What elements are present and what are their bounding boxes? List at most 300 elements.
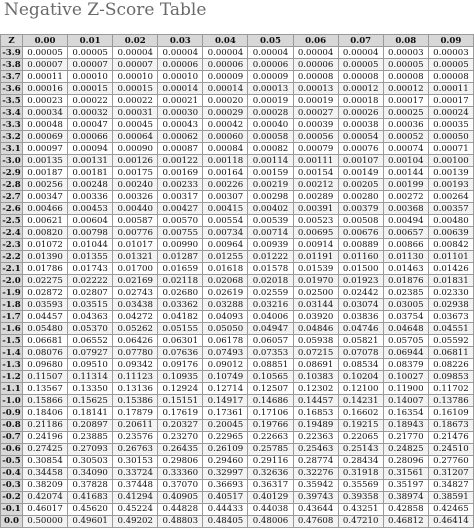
table-cell: 0.09342 xyxy=(113,359,158,371)
table-cell: 0.00015 xyxy=(113,83,158,95)
table-cell: 0.02442 xyxy=(338,287,383,299)
table-cell: 0.01743 xyxy=(68,263,113,275)
table-cell: 0.01390 xyxy=(23,251,68,263)
table-cell: 0.01786 xyxy=(23,263,68,275)
table-cell: 0.01700 xyxy=(113,263,158,275)
table-cell: 0.00017 xyxy=(428,95,473,107)
column-header: 0.08 xyxy=(383,35,428,47)
table-cell: 0.00005 xyxy=(383,59,428,71)
table-cell: 0.22965 xyxy=(203,431,248,443)
table-cell: 0.00336 xyxy=(68,191,113,203)
table-cell: 0.06178 xyxy=(203,335,248,347)
table-cell: 0.00256 xyxy=(23,179,68,191)
row-z-label: -0.5 xyxy=(2,456,21,467)
table-cell: 0.04551 xyxy=(428,323,473,335)
table-cell: 0.03836 xyxy=(338,311,383,323)
row-z-label: -1.9 xyxy=(2,287,21,298)
table-cell: 0.00100 xyxy=(428,155,473,167)
table-cell: 0.00010 xyxy=(158,71,203,83)
table-cell: 0.00272 xyxy=(383,191,428,203)
table-cell: 0.00090 xyxy=(113,143,158,155)
table-cell: 0.28774 xyxy=(293,455,338,467)
row-z-label: -2.5 xyxy=(2,215,21,226)
table-row xyxy=(1,275,474,287)
table-cell: 0.26763 xyxy=(113,443,158,455)
table-cell: 0.00964 xyxy=(203,239,248,251)
table-cell: 0.00050 xyxy=(428,131,473,143)
table-cell: 0.00048 xyxy=(23,119,68,131)
table-cell: 0.09853 xyxy=(428,371,473,383)
table-cell: 0.42465 xyxy=(428,503,473,515)
table-cell: 0.00415 xyxy=(203,203,248,215)
table-cell: 0.40129 xyxy=(248,491,293,503)
table-row xyxy=(1,383,474,395)
table-cell: 0.00052 xyxy=(383,131,428,143)
table-row xyxy=(1,311,474,323)
table-cell: 0.00347 xyxy=(23,191,68,203)
row-z-label: -1.6 xyxy=(2,323,21,334)
row-z-label: -3.8 xyxy=(2,59,21,70)
table-cell: 0.18141 xyxy=(68,407,113,419)
table-cell: 0.17106 xyxy=(248,407,293,419)
row-z-label: -1.1 xyxy=(2,383,21,394)
table-cell: 0.29116 xyxy=(248,455,293,467)
table-cell: 0.00006 xyxy=(248,59,293,71)
table-cell: 0.11507 xyxy=(23,371,68,383)
table-cell: 0.00159 xyxy=(248,167,293,179)
table-row xyxy=(1,395,474,407)
table-cell: 0.02680 xyxy=(158,287,203,299)
table-cell: 0.00007 xyxy=(113,59,158,71)
table-cell: 0.03216 xyxy=(248,299,293,311)
table-row xyxy=(1,263,474,275)
table-cell: 0.25463 xyxy=(293,443,338,455)
table-cell: 0.40517 xyxy=(203,491,248,503)
table-cell: 0.21186 xyxy=(23,419,68,431)
table-cell: 0.08851 xyxy=(248,359,293,371)
table-cell: 0.04457 xyxy=(23,311,68,323)
table-cell: 0.12714 xyxy=(203,383,248,395)
table-cell: 0.06426 xyxy=(113,335,158,347)
table-cell: 0.00240 xyxy=(113,179,158,191)
table-cell: 0.00079 xyxy=(293,143,338,155)
table-cell: 0.05705 xyxy=(383,335,428,347)
row-z-label: -2.9 xyxy=(2,167,21,178)
table-cell: 0.10204 xyxy=(338,371,383,383)
table-row xyxy=(1,335,474,347)
table-cell: 0.27093 xyxy=(68,443,113,455)
table-cell: 0.02169 xyxy=(113,275,158,287)
table-cell: 0.30153 xyxy=(113,455,158,467)
row-z-label: -0.3 xyxy=(2,480,21,491)
table-cell: 0.37070 xyxy=(158,479,203,491)
table-cell: 0.20611 xyxy=(113,419,158,431)
table-cell: 0.00011 xyxy=(23,71,68,83)
table-cell: 0.23576 xyxy=(113,431,158,443)
table-cell: 0.04272 xyxy=(113,311,158,323)
table-cell: 0.38209 xyxy=(23,479,68,491)
table-cell: 0.18673 xyxy=(428,419,473,431)
table-cell: 0.00005 xyxy=(428,59,473,71)
table-cell: 0.08691 xyxy=(293,359,338,371)
table-cell: 0.42074 xyxy=(23,491,68,503)
table-cell: 0.05592 xyxy=(428,335,473,347)
table-cell: 0.04093 xyxy=(203,311,248,323)
table-cell: 0.00990 xyxy=(158,239,203,251)
row-z-label: -3.0 xyxy=(2,155,21,166)
column-header: 0.05 xyxy=(248,35,293,47)
table-cell: 0.20327 xyxy=(158,419,203,431)
table-cell: 0.00219 xyxy=(248,179,293,191)
table-cell: 0.00676 xyxy=(338,227,383,239)
table-cell: 0.14007 xyxy=(383,395,428,407)
table-cell: 0.19766 xyxy=(248,419,293,431)
table-cell: 0.00074 xyxy=(383,143,428,155)
table-cell: 0.32636 xyxy=(248,467,293,479)
table-cell: 0.00004 xyxy=(338,47,383,59)
column-header: 0.03 xyxy=(158,35,203,47)
table-cell: 0.07493 xyxy=(203,347,248,359)
table-cell: 0.00028 xyxy=(248,107,293,119)
table-cell: 0.03288 xyxy=(203,299,248,311)
table-cell: 0.00015 xyxy=(68,83,113,95)
table-cell: 0.00554 xyxy=(203,215,248,227)
table-cell: 0.07353 xyxy=(248,347,293,359)
table-cell: 0.00043 xyxy=(158,119,203,131)
table-cell: 0.01321 xyxy=(113,251,158,263)
row-z-label: -1.8 xyxy=(2,299,21,310)
table-cell: 0.00006 xyxy=(158,59,203,71)
table-cell: 0.00009 xyxy=(203,71,248,83)
table-cell: 0.00011 xyxy=(428,83,473,95)
table-cell: 0.02275 xyxy=(23,275,68,287)
table-cell: 0.07927 xyxy=(68,347,113,359)
table-cell: 0.00104 xyxy=(383,155,428,167)
row-z-label: -1.2 xyxy=(2,371,21,382)
table-cell: 0.00427 xyxy=(158,203,203,215)
table-row xyxy=(1,107,474,119)
table-cell: 0.15625 xyxy=(68,395,113,407)
table-cell: 0.08534 xyxy=(338,359,383,371)
table-row xyxy=(1,131,474,143)
table-cell: 0.00014 xyxy=(158,83,203,95)
row-z-label: -0.4 xyxy=(2,468,21,479)
table-cell: 0.18943 xyxy=(383,419,428,431)
table-cell: 0.00149 xyxy=(338,167,383,179)
table-cell: 0.39358 xyxy=(338,491,383,503)
table-cell: 0.00060 xyxy=(203,131,248,143)
table-cell: 0.00084 xyxy=(203,143,248,155)
table-cell: 0.02559 xyxy=(248,287,293,299)
table-cell: 0.15386 xyxy=(113,395,158,407)
row-z-label: -2.2 xyxy=(2,251,21,262)
table-cell: 0.00006 xyxy=(203,59,248,71)
table-cell: 0.02619 xyxy=(203,287,248,299)
table-cell: 0.01831 xyxy=(428,275,473,287)
table-cell: 0.00466 xyxy=(23,203,68,215)
table-cell: 0.00181 xyxy=(68,167,113,179)
table-cell: 0.14686 xyxy=(248,395,293,407)
table-row xyxy=(1,347,474,359)
table-cell: 0.01539 xyxy=(293,263,338,275)
row-z-label: -1.0 xyxy=(2,395,21,406)
table-cell: 0.06944 xyxy=(383,347,428,359)
table-cell: 0.35569 xyxy=(338,479,383,491)
row-z-label: -2.6 xyxy=(2,203,21,214)
table-cell: 0.24510 xyxy=(428,443,473,455)
table-cell: 0.00021 xyxy=(158,95,203,107)
table-cell: 0.18406 xyxy=(23,407,68,419)
table-cell: 0.00036 xyxy=(383,119,428,131)
table-cell: 0.00027 xyxy=(293,107,338,119)
table-row xyxy=(1,491,474,503)
page-title: Negative Z-Score Table xyxy=(4,0,207,20)
table-cell: 0.00154 xyxy=(293,167,338,179)
table-cell: 0.00193 xyxy=(428,179,473,191)
table-cell: 0.00939 xyxy=(248,239,293,251)
column-header-z: Z xyxy=(1,35,23,47)
table-cell: 0.00087 xyxy=(158,143,203,155)
table-cell: 0.01876 xyxy=(383,275,428,287)
table-cell: 0.02018 xyxy=(248,275,293,287)
table-cell: 0.06057 xyxy=(248,335,293,347)
table-cell: 0.20897 xyxy=(68,419,113,431)
table-cell: 0.00368 xyxy=(383,203,428,215)
table-cell: 0.00054 xyxy=(338,131,383,143)
table-cell: 0.36317 xyxy=(248,479,293,491)
table-cell: 0.25143 xyxy=(338,443,383,455)
table-cell: 0.00233 xyxy=(158,179,203,191)
table-cell: 0.13136 xyxy=(113,383,158,395)
table-cell: 0.46812 xyxy=(383,515,428,527)
table-cell: 0.12100 xyxy=(338,383,383,395)
table-cell: 0.00019 xyxy=(248,95,293,107)
table-row xyxy=(1,467,474,479)
table-cell: 0.41294 xyxy=(113,491,158,503)
table-cell: 0.01044 xyxy=(68,239,113,251)
table-cell: 0.09680 xyxy=(23,359,68,371)
table-cell: 0.16109 xyxy=(428,407,473,419)
table-row xyxy=(1,143,474,155)
table-cell: 0.00866 xyxy=(383,239,428,251)
table-cell: 0.10565 xyxy=(248,371,293,383)
table-row xyxy=(1,515,474,527)
table-cell: 0.05480 xyxy=(23,323,68,335)
table-cell: 0.06552 xyxy=(68,335,113,347)
table-cell: 0.45620 xyxy=(68,503,113,515)
table-cell: 0.01160 xyxy=(338,251,383,263)
table-cell: 0.00657 xyxy=(383,227,428,239)
table-cell: 0.03593 xyxy=(23,299,68,311)
table-row xyxy=(1,407,474,419)
table-cell: 0.01426 xyxy=(428,263,473,275)
table-cell: 0.11702 xyxy=(428,383,473,395)
table-cell: 0.46414 xyxy=(428,515,473,527)
table-cell: 0.02743 xyxy=(113,287,158,299)
table-cell: 0.00038 xyxy=(338,119,383,131)
table-cell: 0.00755 xyxy=(158,227,203,239)
table-cell: 0.10749 xyxy=(203,371,248,383)
table-cell: 0.01101 xyxy=(428,251,473,263)
table-cell: 0.23270 xyxy=(158,431,203,443)
row-z-label: -3.2 xyxy=(2,131,21,142)
table-cell: 0.48405 xyxy=(203,515,248,527)
table-cell: 0.03438 xyxy=(113,299,158,311)
column-header: 0.02 xyxy=(113,35,158,47)
table-cell: 0.01970 xyxy=(293,275,338,287)
table-cell: 0.00248 xyxy=(68,179,113,191)
table-cell: 0.00135 xyxy=(23,155,68,167)
table-cell: 0.00025 xyxy=(383,107,428,119)
table-row xyxy=(1,203,474,215)
table-cell: 0.00004 xyxy=(203,47,248,59)
table-cell: 0.00357 xyxy=(428,203,473,215)
table-cell: 0.05370 xyxy=(68,323,113,335)
table-cell: 0.34090 xyxy=(68,467,113,479)
table-row xyxy=(1,479,474,491)
table-cell: 0.00587 xyxy=(113,215,158,227)
table-cell: 0.00029 xyxy=(203,107,248,119)
table-cell: 0.00494 xyxy=(383,215,428,227)
table-cell: 0.04846 xyxy=(293,323,338,335)
table-cell: 0.04648 xyxy=(383,323,428,335)
table-cell: 0.00097 xyxy=(23,143,68,155)
table-cell: 0.00005 xyxy=(338,59,383,71)
table-cell: 0.01072 xyxy=(23,239,68,251)
table-cell: 0.03144 xyxy=(293,299,338,311)
table-cell: 0.00003 xyxy=(383,47,428,59)
table-cell: 0.26109 xyxy=(203,443,248,455)
table-cell: 0.00018 xyxy=(338,95,383,107)
table-cell: 0.00004 xyxy=(158,47,203,59)
table-cell: 0.00695 xyxy=(293,227,338,239)
row-z-label: -3.3 xyxy=(2,119,21,130)
table-cell: 0.00024 xyxy=(428,107,473,119)
table-cell: 0.48006 xyxy=(248,515,293,527)
table-cell: 0.09176 xyxy=(158,359,203,371)
table-cell: 0.00289 xyxy=(293,191,338,203)
table-cell: 0.17361 xyxy=(203,407,248,419)
row-z-label: 0.0 xyxy=(1,515,23,527)
table-cell: 0.34827 xyxy=(428,479,473,491)
table-cell: 0.07636 xyxy=(158,347,203,359)
table-cell: 0.00026 xyxy=(338,107,383,119)
table-cell: 0.00139 xyxy=(428,167,473,179)
table-cell: 0.00004 xyxy=(248,47,293,59)
table-cell: 0.12507 xyxy=(248,383,293,395)
table-cell: 0.19215 xyxy=(338,419,383,431)
table-cell: 0.00714 xyxy=(248,227,293,239)
table-cell: 0.03673 xyxy=(428,311,473,323)
table-cell: 0.01618 xyxy=(203,263,248,275)
table-cell: 0.41683 xyxy=(68,491,113,503)
table-cell: 0.47210 xyxy=(338,515,383,527)
table-cell: 0.01017 xyxy=(113,239,158,251)
table-cell: 0.00187 xyxy=(23,167,68,179)
table-cell: 0.49202 xyxy=(113,515,158,527)
table-row xyxy=(1,83,474,95)
table-cell: 0.32997 xyxy=(203,467,248,479)
table-cell: 0.30503 xyxy=(68,455,113,467)
table-cell: 0.00008 xyxy=(338,71,383,83)
table-cell: 0.34458 xyxy=(23,467,68,479)
table-cell: 0.00004 xyxy=(293,47,338,59)
table-cell: 0.00205 xyxy=(338,179,383,191)
table-cell: 0.00007 xyxy=(23,59,68,71)
table-cell: 0.30854 xyxy=(23,455,68,467)
table-cell: 0.00009 xyxy=(248,71,293,83)
table-cell: 0.00402 xyxy=(248,203,293,215)
table-cell: 0.00014 xyxy=(203,83,248,95)
table-cell: 0.00298 xyxy=(248,191,293,203)
table-row xyxy=(1,119,474,131)
table-cell: 0.02872 xyxy=(23,287,68,299)
table-cell: 0.15151 xyxy=(158,395,203,407)
table-cell: 0.00013 xyxy=(293,83,338,95)
table-cell: 0.00030 xyxy=(158,107,203,119)
table-cell: 0.00164 xyxy=(203,167,248,179)
table-cell: 0.06681 xyxy=(23,335,68,347)
table-row xyxy=(1,287,474,299)
table-cell: 0.01659 xyxy=(158,263,203,275)
table-cell: 0.00175 xyxy=(113,167,158,179)
table-cell: 0.21770 xyxy=(383,431,428,443)
table-row xyxy=(1,503,474,515)
table-cell: 0.00820 xyxy=(23,227,68,239)
table-cell: 0.00058 xyxy=(248,131,293,143)
table-cell: 0.07078 xyxy=(338,347,383,359)
table-row xyxy=(1,251,474,263)
table-cell: 0.00776 xyxy=(113,227,158,239)
table-cell: 0.00391 xyxy=(293,203,338,215)
table-cell: 0.28096 xyxy=(383,455,428,467)
column-header: 0.09 xyxy=(428,35,473,47)
table-cell: 0.01355 xyxy=(68,251,113,263)
table-cell: 0.00326 xyxy=(113,191,158,203)
table-cell: 0.48803 xyxy=(158,515,203,527)
table-cell: 0.35942 xyxy=(293,479,338,491)
row-z-label: -3.4 xyxy=(2,107,21,118)
table-cell: 0.15866 xyxy=(23,395,68,407)
table-row xyxy=(1,59,474,71)
column-header: 0.04 xyxy=(203,35,248,47)
table-cell: 0.00076 xyxy=(338,143,383,155)
table-row xyxy=(1,155,474,167)
table-cell: 0.43644 xyxy=(293,503,338,515)
table-cell: 0.00453 xyxy=(68,203,113,215)
table-cell: 0.11900 xyxy=(383,383,428,395)
table-cell: 0.06811 xyxy=(428,347,473,359)
table-cell: 0.28434 xyxy=(338,455,383,467)
table-cell: 0.00016 xyxy=(23,83,68,95)
table-cell: 0.10935 xyxy=(158,371,203,383)
table-cell: 0.00012 xyxy=(383,83,428,95)
table-cell: 0.43251 xyxy=(338,503,383,515)
table-row xyxy=(1,359,474,371)
table-cell: 0.01923 xyxy=(338,275,383,287)
table-cell: 0.22363 xyxy=(293,431,338,443)
table-cell: 0.00069 xyxy=(23,131,68,143)
table-cell: 0.00144 xyxy=(383,167,428,179)
row-z-label: -3.5 xyxy=(2,95,21,106)
table-cell: 0.27425 xyxy=(23,443,68,455)
table-cell: 0.00169 xyxy=(158,167,203,179)
table-cell: 0.13350 xyxy=(68,383,113,395)
table-cell: 0.00066 xyxy=(68,131,113,143)
table-row xyxy=(1,323,474,335)
table-cell: 0.00604 xyxy=(68,215,113,227)
table-row xyxy=(1,443,474,455)
